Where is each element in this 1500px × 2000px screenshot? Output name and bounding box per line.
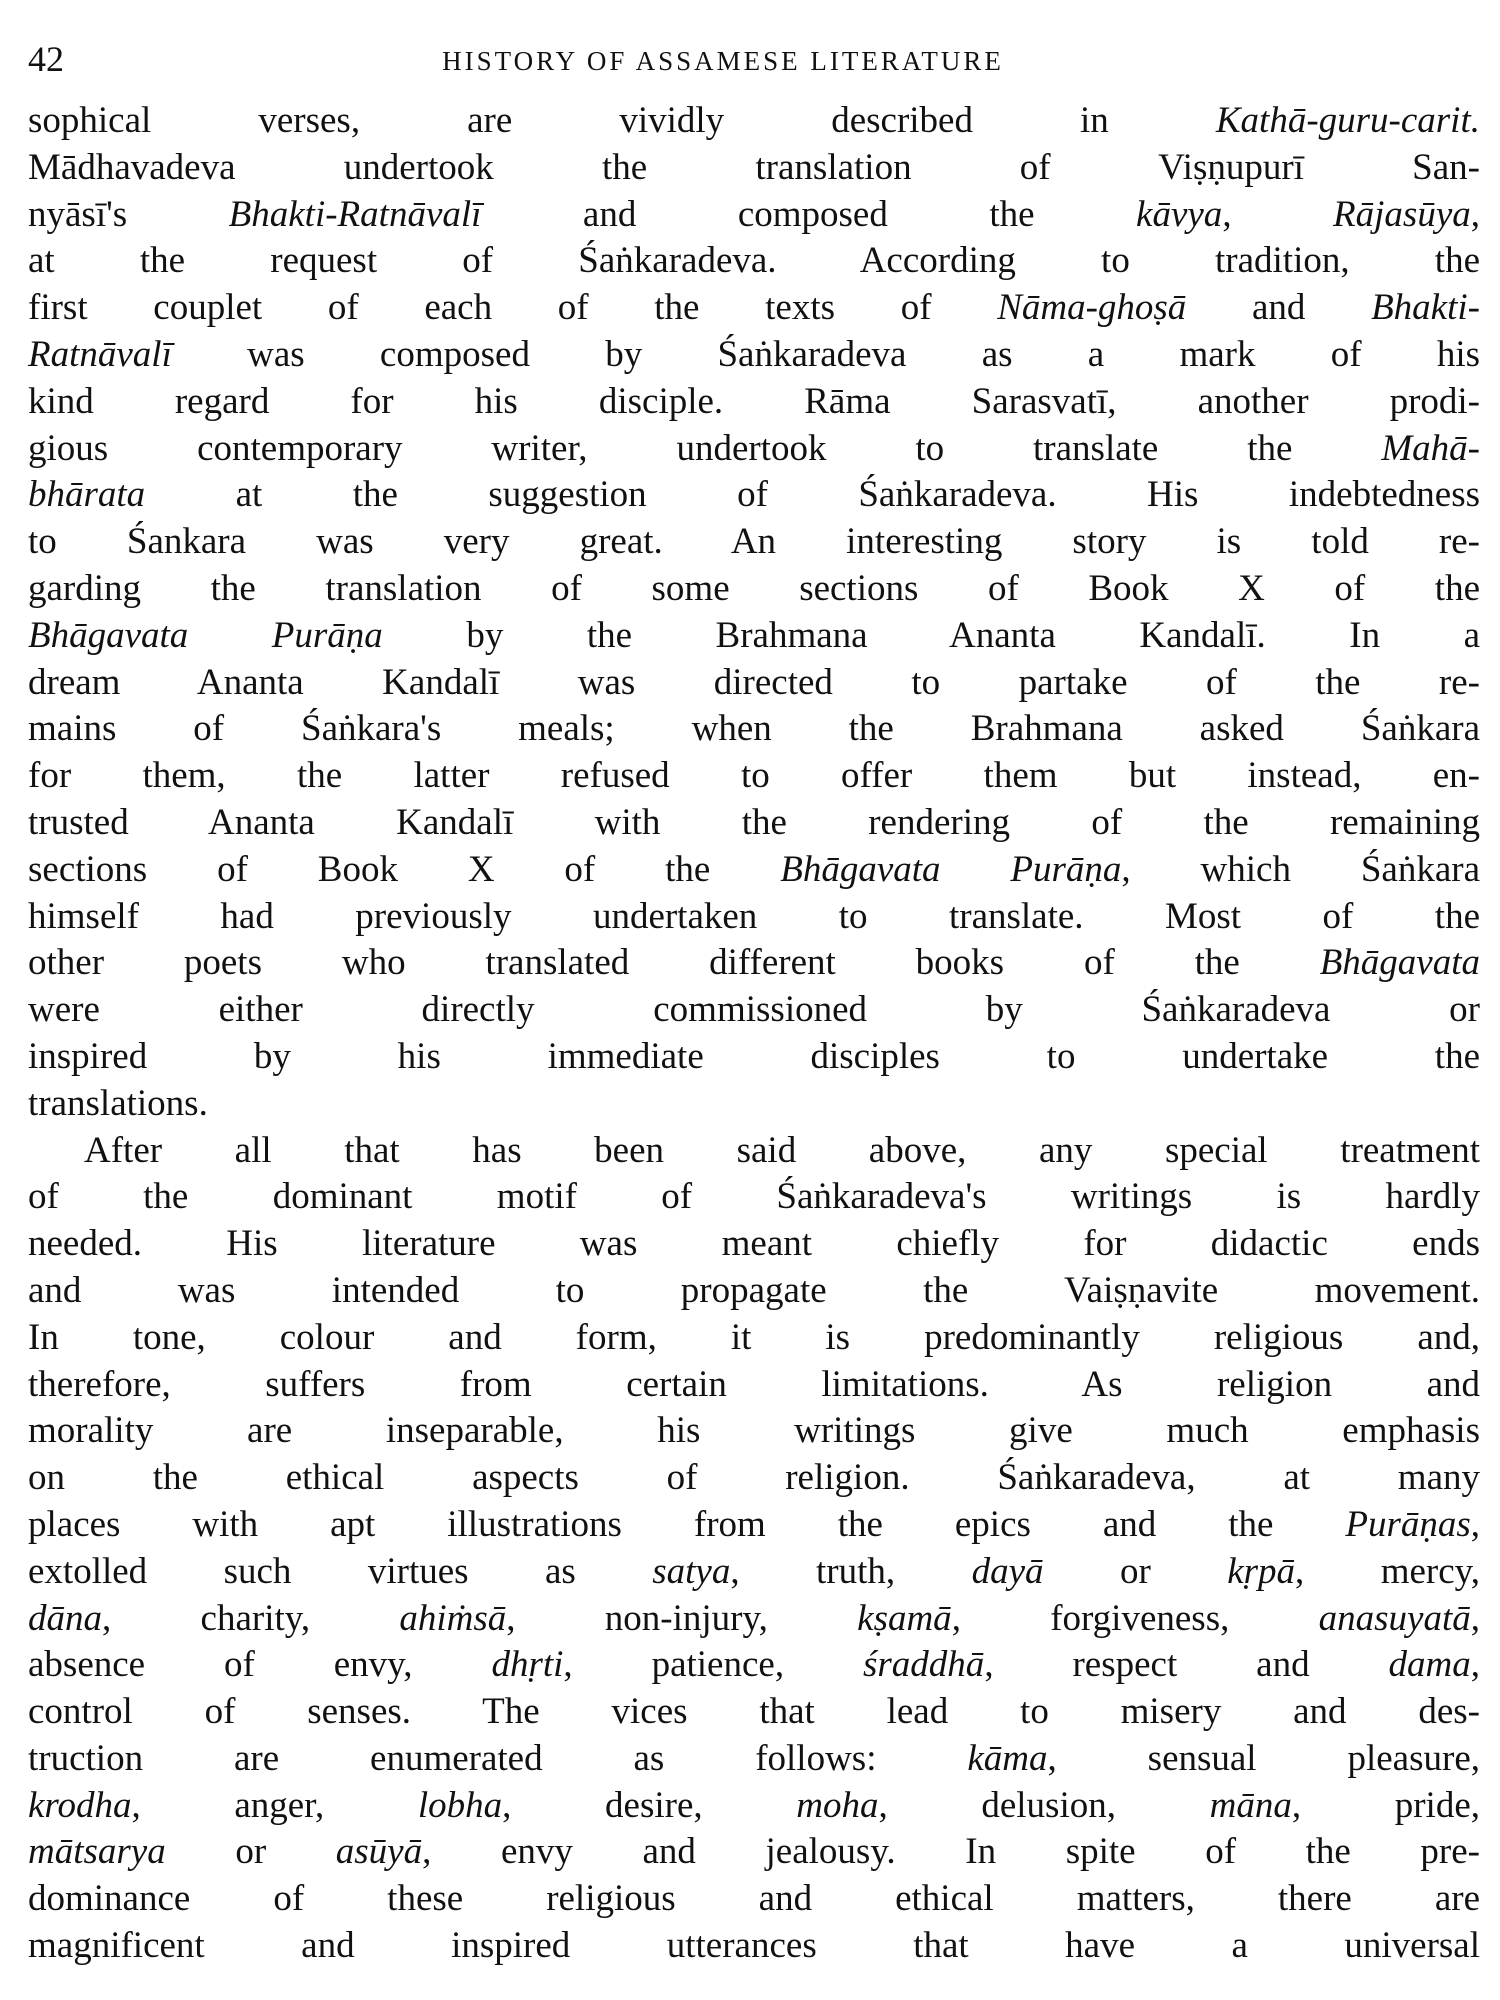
page-header [28, 38, 1478, 88]
text-line [28, 1362, 1480, 1409]
text-line [28, 1502, 1480, 1549]
text-run: by the Brahmana Ananta Kandalī. In a [382, 614, 1480, 656]
text-run: first couplet of each of the texts of [28, 287, 998, 329]
text-run: garding the translation of some sections of Book X of the [28, 567, 1480, 609]
italic-term: kāvya [1136, 193, 1223, 235]
text-run: , delusion, [878, 1784, 1210, 1826]
text-run: or [165, 1831, 336, 1873]
text-run: nyāsī's [28, 193, 229, 235]
italic-term: mātsarya [28, 1831, 166, 1873]
italic-term: moha [796, 1784, 879, 1826]
text-run: needed. His literature was meant chiefly for didactic ends [28, 1223, 1480, 1265]
text-run: , [1222, 193, 1334, 235]
text-run: and was intended to propagate the Vaiṣṇavite movement. [28, 1269, 1480, 1311]
text-run: , charity, [102, 1597, 400, 1639]
italic-term: Bhāgavata [1319, 942, 1480, 984]
text-line [28, 426, 1480, 473]
paragraph [28, 98, 1480, 1128]
text-run: sophical verses, are vividly described in [28, 100, 1216, 141]
text-run: at the request of Śaṅkaradeva. According to tradition, the [28, 240, 1480, 282]
text-run: on the ethical aspects of religion. Śaṅkaradeva, at many [28, 1457, 1480, 1499]
italic-term: kṛpā [1227, 1550, 1296, 1592]
text-line [28, 285, 1480, 332]
text-run: kind regard for his disciple. Rāma Sarasvatī, another prodi- [28, 380, 1480, 422]
text-line [28, 660, 1480, 707]
text-line [28, 1642, 1480, 1689]
text-line [28, 472, 1480, 519]
italic-term: Nāma-ghoṣā [997, 287, 1187, 329]
italic-term: Bhakti-Ratnāvalī [228, 193, 482, 235]
italic-term: dama [1388, 1644, 1471, 1686]
text-run: , [1470, 1644, 1480, 1686]
text-run: , desire, [502, 1784, 797, 1826]
text-run: , patience, [563, 1644, 863, 1686]
italic-term: dayā [971, 1550, 1044, 1592]
text-run: , non-injury, [506, 1597, 858, 1639]
italic-term: dāna [28, 1597, 102, 1639]
text-line [28, 332, 1480, 379]
text-line [28, 98, 1480, 145]
italic-term: bhārata [28, 474, 146, 516]
text-line [28, 1315, 1480, 1362]
italic-term: śraddhā [863, 1644, 985, 1686]
text-line [28, 1221, 1480, 1268]
text-run: , [1470, 1503, 1480, 1545]
text-line [28, 1174, 1480, 1221]
text-run: , which Śaṅkara [1121, 848, 1480, 890]
text-run: Mādhavadeva undertook the translation of Viṣṇupurī San- [28, 146, 1480, 188]
text-run: to Śankara was very great. An interesting story is told re- [28, 521, 1480, 563]
text-run: sections of Book X of the [28, 848, 781, 890]
text-line [28, 940, 1480, 987]
text-line [28, 1268, 1480, 1315]
text-run: , forgiveness, [951, 1597, 1319, 1639]
text-run: , mercy, [1295, 1550, 1480, 1592]
italic-term: Ratnāvalī [28, 333, 172, 375]
text-line [28, 519, 1480, 566]
text-run: and composed the [481, 193, 1137, 235]
text-run: , sensual pleasure, [1047, 1737, 1480, 1779]
text-run: , respect and [984, 1644, 1389, 1686]
text-run: and [1186, 287, 1372, 329]
text-run: , truth, [730, 1550, 972, 1592]
text-run: other poets who translated different books of the [28, 942, 1320, 984]
text-line [28, 800, 1480, 847]
text-run: magnificent and inspired utterances that have a universal [28, 1925, 1480, 1967]
body-text [28, 98, 1480, 1970]
text-line [28, 1829, 1480, 1876]
text-line [28, 706, 1480, 753]
running-head: HISTORY OF ASSAMESE LITERATURE [442, 46, 1004, 76]
italic-term: Mahā- [1381, 427, 1480, 469]
text-line [28, 613, 1480, 660]
text-run: of the dominant motif of Śaṅkaradeva's writings is hardly [28, 1176, 1480, 1218]
text-run: dominance of these religious and ethical matters, there are [28, 1878, 1480, 1920]
text-line [28, 1923, 1480, 1970]
page-number: 42 [28, 39, 64, 79]
text-run: mains of Śaṅkara's meals; when the Brahmana asked Śaṅkara [28, 708, 1480, 750]
text-run: , [1470, 193, 1480, 235]
italic-term: kṣamā [857, 1597, 952, 1639]
text-run: absence of envy, [28, 1644, 492, 1686]
text-run: trusted Ananta Kandalī with the rendering of the remaining [28, 801, 1480, 843]
text-run: extolled such virtues as [28, 1550, 653, 1592]
text-run: therefore, suffers from certain limitations. As religion and [28, 1363, 1480, 1405]
text-run: In tone, colour and form, it is predominantly religious and, [28, 1316, 1480, 1358]
text-line [28, 1596, 1480, 1643]
text-run: , [1470, 1597, 1480, 1639]
text-run: gious contemporary writer, undertook to translate the [28, 427, 1382, 469]
italic-term: Bhāgavata Purāṇa [28, 614, 383, 656]
italic-term: Bhāgavata Purāṇa [780, 848, 1122, 890]
text-run: , envy and jealousy. In spite of the pre- [422, 1831, 1480, 1873]
italic-term: Kathā-guru-carit. [1215, 100, 1480, 141]
text-line [28, 1034, 1480, 1081]
text-line [28, 987, 1480, 1034]
text-run: were either directly commissioned by Śaṅkaradeva or [28, 989, 1480, 1031]
italic-term: lobha [417, 1784, 503, 1826]
italic-term: māna [1209, 1784, 1292, 1826]
text-line [28, 1455, 1480, 1502]
text-run: control of senses. The vices that lead to misery and des- [28, 1691, 1480, 1733]
italic-term: krodha [28, 1784, 132, 1826]
italic-term: Bhakti- [1371, 287, 1480, 329]
text-run: morality are inseparable, his writings give much emphasis [28, 1410, 1480, 1452]
text-run: truction are enumerated as follows: [28, 1737, 968, 1779]
italic-term: Purāṇas [1345, 1503, 1471, 1545]
text-line [28, 145, 1480, 192]
italic-term: Rājasūya [1333, 193, 1471, 235]
text-run: inspired by his immediate disciples to undertake the [28, 1035, 1480, 1077]
text-line [28, 1689, 1480, 1736]
text-line [28, 192, 1480, 239]
text-run: at the suggestion of Śaṅkaradeva. His indebtedness [145, 474, 1480, 516]
text-line [28, 1783, 1480, 1830]
text-line [28, 1408, 1480, 1455]
text-line [28, 1081, 1480, 1128]
italic-term: ahiṁsā [399, 1597, 507, 1639]
text-line [28, 1128, 1480, 1175]
text-line [28, 847, 1480, 894]
text-run: After all that has been said above, any special treatment [84, 1129, 1480, 1171]
text-run: dream Ananta Kandalī was directed to partake of the re- [28, 661, 1480, 703]
text-run: for them, the latter refused to offer them but instead, en- [28, 755, 1480, 797]
text-run: places with apt illustrations from the epics and the [28, 1503, 1346, 1545]
text-run: himself had previously undertaken to translate. Most of the [28, 895, 1480, 937]
text-run: or [1043, 1550, 1228, 1592]
text-line [28, 753, 1480, 800]
text-line [28, 894, 1480, 941]
italic-term: satya [652, 1550, 731, 1592]
text-run: , pride, [1291, 1784, 1480, 1826]
text-run: translations. [28, 1082, 208, 1124]
text-run: , anger, [131, 1784, 418, 1826]
text-line [28, 566, 1480, 613]
italic-term: dhṛti [491, 1644, 564, 1686]
italic-term: asūyā [335, 1831, 423, 1873]
paragraph [28, 1128, 1480, 1970]
text-line [28, 379, 1480, 426]
text-line [28, 1736, 1480, 1783]
text-line [28, 1876, 1480, 1923]
text-line [28, 1549, 1480, 1596]
italic-term: anasuyatā [1318, 1597, 1471, 1639]
italic-term: kāma [967, 1737, 1048, 1779]
text-line [28, 238, 1480, 285]
text-run: was composed by Śaṅkaradeva as a mark of his [171, 333, 1480, 375]
